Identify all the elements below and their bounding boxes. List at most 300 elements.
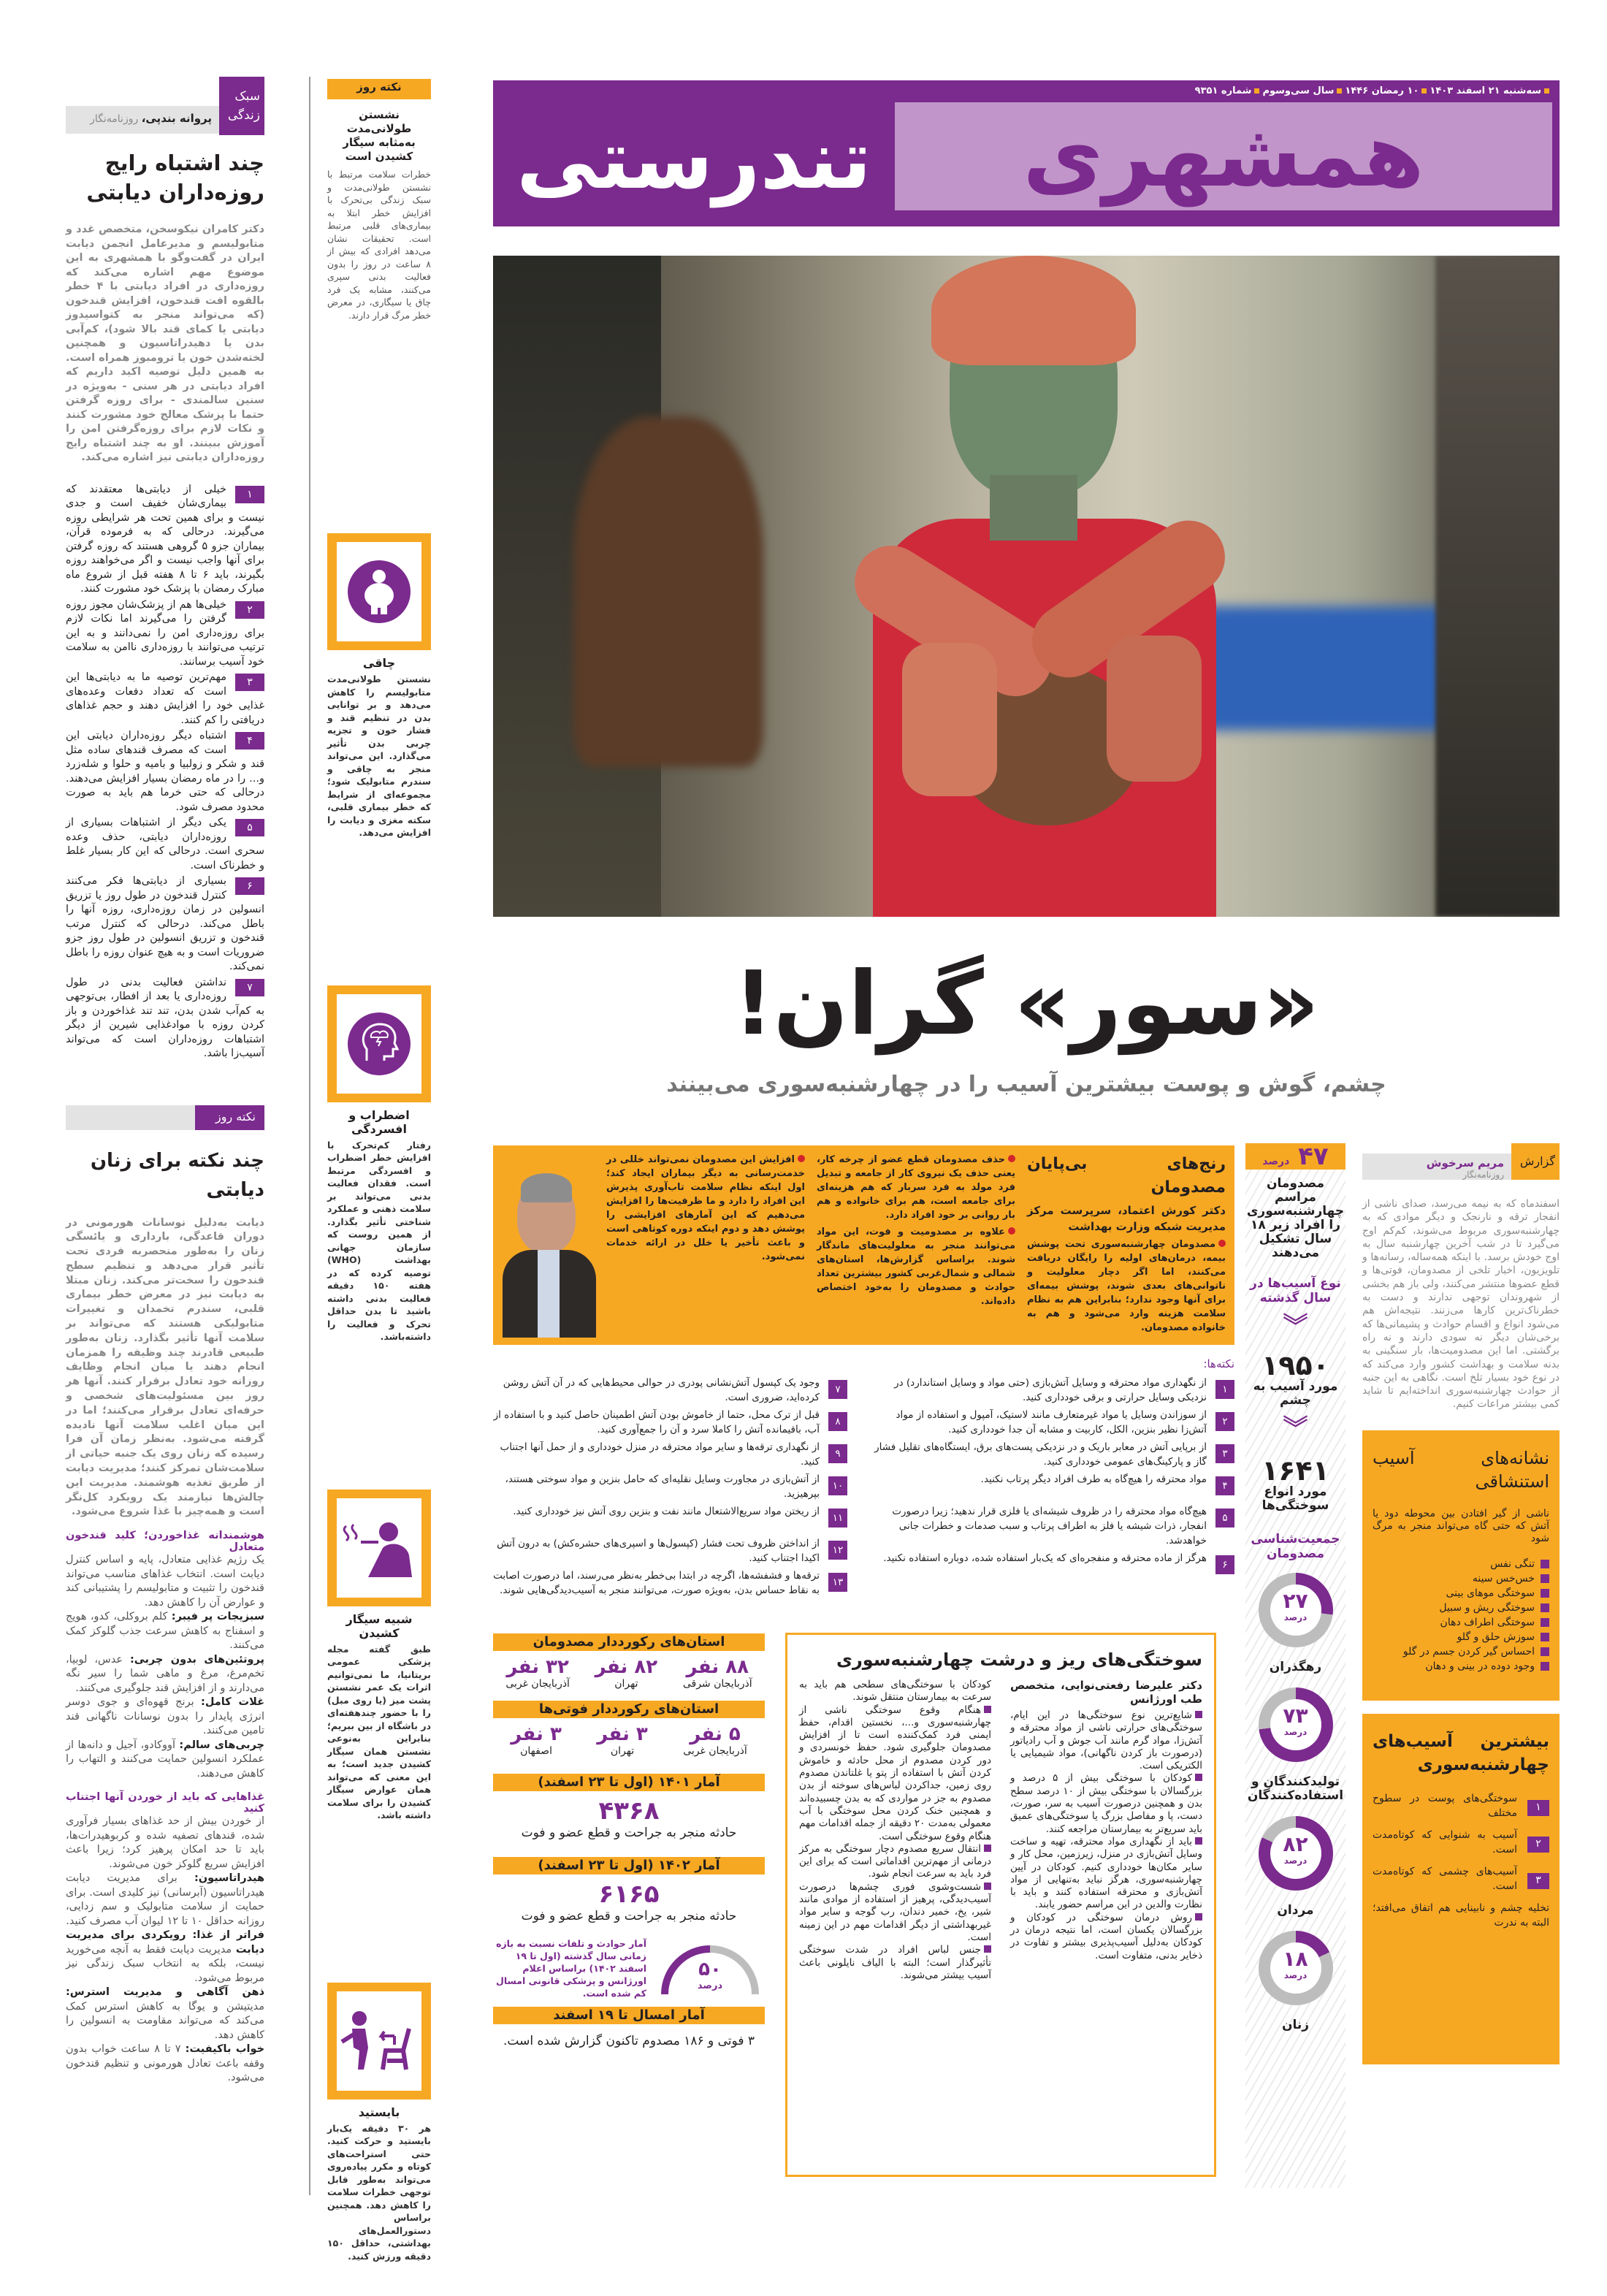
paragraph-text: آووکادو، آجیل و دانه‌ها از عملکرد انسولین حمایت می‌کنند و التهاب را کاهش می‌دهند. — [66, 1739, 264, 1780]
item-number: ۲ — [235, 601, 264, 619]
burns-paragraph — [799, 1843, 991, 1881]
tip-item — [869, 1440, 1234, 1469]
safety-tips — [493, 1357, 1234, 1601]
square-bullet-icon — [1541, 1603, 1549, 1612]
province-stat — [511, 1724, 562, 1758]
interview-box — [493, 1145, 1234, 1345]
donut-unit: درصد — [1283, 1612, 1308, 1622]
injured-row — [493, 1657, 765, 1690]
donut-value: ۷۳ — [1283, 1704, 1308, 1728]
under18-unit: درصد — [1262, 1156, 1290, 1167]
square-bullet-icon — [1195, 1774, 1202, 1781]
deaths-heading: استان‌های رکورددار فوتی‌ها — [493, 1701, 765, 1718]
tip-item-title: چاقی — [362, 656, 396, 670]
province-count: ۳ نفر — [597, 1723, 648, 1745]
section-paragraph — [66, 1815, 264, 1872]
tip-number: ۴ — [1215, 1476, 1234, 1495]
women-intro: دیابت به‌دلیل نوسانات هورمونی در دوران قاعدگی، بارداری و یائسگی زنان را به‌طور منحصربه فردی تحت تأثیر قرار می‌دهد و تنظیم سطح قندخون را سخت‌تر می‌کند. زنان مبتلا به دیابت نیز در معرض خطر بیماری قلبی، سندرم تخمدان و تغییرات متابولیکی هستند که می‌تواند بر سلامت آنها تأثیر بگذارد. زنان به‌طور طبیعی قادرند چند وظیفه را همزمان انجام دهند یا میان انجام وظایف روزانه خود تعادل برقرار کنند. آنها هر روز بین مسئولیت‌های شخصی و حرفه‌ای تعادل برقرار می‌کنند؛ اما در این میان اغلب سلامت آنها نادیده گرفته می‌شود. به‌نظر زمان آن فرا رسیده که زنان روی یک جنبه حیاتی از سلامت‌شان تمرکز کنند؛ مدیریت دیابت از طریق تغذیه هوشمند. مدیریت این چالش‌ها نیازمند یک رویکرد کل‌نگر است و همه‌چیز با غذا شروع می‌شود. — [66, 1216, 264, 1518]
interview-bullet: علاوه بر مصدومیت و فوت، این مواد می‌توانند منجر به معلولیت‌های ماندگار شوند. براساس گزارش‌ها، استان‌های شمالی و شمال‌غربی کشور بیشترین تعداد حوادث و مصدومان را به‌خود اختصاص داده‌اند. — [817, 1227, 1015, 1307]
province-count: ۵ نفر — [690, 1723, 741, 1745]
donut-center — [1270, 1942, 1321, 1994]
top-injuries-box — [1362, 1714, 1560, 2064]
tip-item-text: طبق گفته مجله پزشکی عمومی بریتانیا، ما نمی‌توانیم اثرات یک عمر نشستن پشت میز (یا روی مبل) را با حضور چندهفته‌ای در باشگاه از بین ببریم؛ بنابراین به‌نوعی نشستن همان سیگار کشیدن جدید است؛ به این معنی که می‌تواند همان عوارض سیگار کشیدن را برای سلامت داشته باشد. — [327, 1643, 431, 1820]
square-bullet-icon — [1541, 1560, 1549, 1568]
province-stat — [597, 1724, 648, 1758]
burns-paragraph — [799, 1881, 991, 1944]
paragraph-text: مدیتیشن و یوگا به کاهش استرس کمک می‌کند که می‌تواند مقاومت به انسولین را کاهش دهد. — [66, 2000, 264, 2041]
rank-number: ۱ — [1527, 1800, 1549, 1816]
tip-item — [493, 1472, 847, 1501]
injury-types-heading: نوع آسیب‌ها در سال گذشته — [1250, 1276, 1341, 1305]
smoking-person-icon — [337, 1498, 421, 1598]
item-text: نداشتن فعالیت بدنی در طول روزه‌داری یا بعد از افطار، بی‌توجهی به کم‌آب شدن بدن، تند تند غذاخوردن و باز کردن روزه با موادغذایی شیرین از دیگر اشتباهات روزه‌داران است که می‌تواند آسیب‌زا باشد. — [66, 976, 264, 1059]
tip-item — [327, 1490, 431, 1822]
decrease-gauge-block — [493, 1937, 765, 1999]
section-logo: تندرستی — [516, 112, 872, 207]
diabetes-fasting-article — [66, 77, 264, 2086]
section-paragraph — [66, 2043, 264, 2086]
interview-subtitle: دکتر کورش اعتماد، سرپرست مرکز مدیریت شبکه وزارت بهداشت — [1027, 1204, 1226, 1233]
item-text: مهم‌ترین توصیه ما به دیابتی‌ها این است که تعداد دفعات وعده‌های غذایی خود را افزایش دهند و حجم غذاهای دریافتی را کم کنند. — [66, 671, 264, 726]
paragraph-text: ۷ تا ۸ ساعت خواب بدون وقفه باعث تعادل هورمونی و تنظیم قندخون می‌شود. — [66, 2043, 264, 2084]
under18-percent — [1245, 1143, 1345, 1170]
symptom-text: وجود دوده در بینی و دهان — [1425, 1660, 1535, 1672]
section-paragraph — [66, 1739, 264, 1782]
paragraph-text: برای مدیریت دیابت هیدراتاسیون (آبرسانی) نیز کلیدی است. برای حمایت از سلامت متابولیک و سم زدایی، روزانه حداقل ۱۰ تا ۱۲ لیوان آب مصرف کنید. — [66, 1872, 264, 1927]
tip-text: از نگهداری ترقه‌ها و سایر مواد محترقه در منزل خودداری و از حمل آنها اجتناب کنید. — [500, 1441, 820, 1468]
square-bullet-icon — [984, 1945, 991, 1953]
smoking-person-icon-frame — [327, 1490, 431, 1606]
symptom-text: خس‌خس سینه — [1472, 1572, 1535, 1584]
symptom-text: تنگی نفس — [1490, 1557, 1535, 1570]
paragraph-text: برنج قهوه‌ای و جوی دوسر انرژی پایدار را بدون نوسانات ناگهانی قند تامین می‌کنند. — [66, 1696, 264, 1737]
symptom-item — [1373, 1557, 1549, 1571]
anxiety-head-icon-frame — [327, 985, 431, 1102]
paragraph-lead: ذهن آگاهی و مدیریت استرس: — [66, 1986, 264, 1999]
symptom-item — [1373, 1571, 1549, 1586]
anxiety-head-icon — [337, 994, 421, 1094]
square-bullet-icon — [1541, 1574, 1549, 1583]
item-number: ۷ — [235, 979, 264, 996]
report-author-role: روزنامه‌نگار — [1462, 1170, 1504, 1180]
article-intro: دکتر کامران نیکوسخن، متخصص غدد و متابولیسم و مدیرعامل انجمن دیابت ایران در گفت‌وگو با همشهری به این موضوع مهم اشاره می‌کند که روزه‌داری در افراد دیابتی با ۴ خطر بالقوه افت قندخون، افزایش قندخون (که می‌تواند منجر به کتواسیدوز دیابتی یا کمای قند بالا شود)، کم‌آبی بدن یا دهیدراتاسیون و همچنین لخته‌شدن خون یا ترومبوز همراه است. به همین دلیل توصیه اکید داریم که افراد دیابتی در هر سنی - به‌ویژه در سنین سالمندی - برای روزه گرفتن حتما با پزشک معالج خود مشورت کنند و نکات لازم برای روزه‌گرفتن امن را آموزش ببینند. او به چند اشتباه رایج روزه‌داران دیابتی نیز اشاره می‌کند. — [66, 224, 264, 463]
tip-number: ۳ — [1215, 1444, 1234, 1463]
burns-paragraph — [799, 1704, 991, 1843]
tip-number: ۵ — [1215, 1509, 1234, 1528]
rank-text: آسیب‌های چشمی که کوتاه‌مدت است. — [1373, 1865, 1517, 1892]
tip-text: از ریختن مواد سریع‌الاشتعال مانند نفت و بنزین روی آتش نیز خودداری کنید. — [513, 1506, 820, 1517]
rank-text: سوختگی‌های پوست در سطوح مختلف — [1373, 1792, 1517, 1819]
province-count: ۸۸ نفر — [686, 1656, 749, 1678]
paragraph-lead: فراتر از غذا: رویکردی برای مدیریت دیابت — [66, 1929, 264, 1956]
burns-col-1 — [1010, 1679, 1202, 1982]
tip-number: ۸ — [828, 1412, 847, 1431]
symptom-item — [1373, 1601, 1549, 1615]
symptom-text: احساس گیر کردن جسم در گلو — [1402, 1645, 1535, 1658]
stats-column — [1245, 1143, 1345, 2188]
section-paragraph — [66, 1653, 264, 1696]
gauge-unit: درصد — [697, 1980, 723, 1991]
item-number: ۵ — [235, 819, 264, 836]
mistake-item — [66, 729, 264, 815]
province-count: ۳۲ نفر — [506, 1656, 569, 1678]
tip-number: ۲ — [1215, 1412, 1234, 1431]
item-text: خیلی‌ها هم از پزشک‌شان مجوز روزه گرفتن را می‌گیرند اما نکات لازم برای روزه‌داری امن را نمی‌دانند و به این ترتیب می‌توانند با روزه‌داری ناامن به سلامت خود آسیب برسانند. — [66, 598, 264, 668]
section-paragraph — [66, 1872, 264, 1929]
tip-text: از آتش‌بازی در مجاورت وسایل نقلیه‌ای که حامل بنزین و مواد سوختی هستند، بپرهیزید. — [505, 1473, 820, 1500]
masthead — [493, 80, 1560, 226]
rank-number: ۳ — [1527, 1873, 1549, 1889]
tip-item — [327, 533, 431, 839]
burns-paragraph — [1010, 1912, 1202, 1962]
author-role: روزنامه‌نگار — [90, 113, 139, 125]
under18-value: ۴۷ — [1298, 1142, 1329, 1171]
square-bullet-icon — [984, 1845, 991, 1852]
donut-chart — [1259, 1573, 1333, 1647]
paragraph-text: از خوردن بیش از حد غذاهای بسیار فرآوری شده، قندهای تصفیه شده و کربوهیدرات‌ها، باید تا حد امکان پرهیز کرد؛ زیرا باعث افزایش سریع گلوکز خون می‌شوند. — [66, 1815, 264, 1870]
square-bullet-icon — [1541, 1618, 1549, 1627]
date-segment: ۱۰ رمضان ۱۴۴۶ — [1345, 85, 1419, 96]
burns-lead: کودکان با سوختگی‌های سطحی هم باید به سرعت به بیمارستان منتقل شوند. — [799, 1679, 991, 1704]
donut-label: رهگذران — [1269, 1660, 1322, 1674]
donut-value: ۸۲ — [1283, 1832, 1308, 1856]
this-year-text: ۳ فوتی و ۱۸۶ مصدوم تاکنون گزارش شده است. — [503, 2034, 755, 2048]
chevron-down-icon: ︾ — [1283, 1414, 1308, 1443]
mistake-item — [66, 598, 264, 670]
stats-1401-value: ۴۳۶۸ — [598, 1796, 660, 1826]
respiratory-box-title: نشانه‌های آسیب استنشاقی — [1373, 1447, 1549, 1492]
tip-tag: نکته روز — [195, 1105, 264, 1130]
tip-item — [869, 1376, 1234, 1405]
tip-item — [493, 1408, 847, 1437]
square-bullet-icon — [1195, 1913, 1202, 1921]
burns-paragraph — [1010, 1772, 1202, 1835]
item-number: ۶ — [235, 877, 264, 895]
report-author: مریم سرخوش — [1426, 1156, 1504, 1170]
author-name: پروانه بندپی، — [141, 112, 212, 125]
decrease-gauge — [655, 1940, 765, 1998]
square-bullet-icon — [1195, 1711, 1202, 1718]
paragraph-lead: خواب باکیفیت: — [185, 2043, 265, 2056]
rank-number: ۲ — [1527, 1837, 1549, 1853]
top-injury-item — [1373, 1828, 1549, 1857]
obesity-icon-frame — [327, 533, 431, 650]
tip-text: وجود یک کپسول آتش‌نشانی پودری در حوالی محیط‌هایی که در آن آتش روشن کرده‌اید، ضروری است. — [503, 1377, 820, 1403]
interview-col-1 — [1027, 1153, 1226, 1338]
donut-value: ۲۷ — [1283, 1589, 1308, 1613]
paragraph-lead: غلات کامل: — [201, 1696, 264, 1709]
tip-item — [869, 1408, 1234, 1437]
item-text: خیلی از دیابتی‌ها معتقدند که بیماری‌شان خفیف است و جدی نیست و برای همین تحت هر شرایطی روزه می‌گیرند. درحالی که به فرموده قرآن، بیماران جزو ۵ گروهی هستند که روزه گرفتن برای آنها واجب نیست و اگر می‌خواهند روزه بگیرند، باید ۶ تا ۸ هفته قبل از شروع ماه مبارک رمضان با پزشک خود مشورت کنند. — [66, 483, 264, 595]
interview-bullet: حذف مصدومان قطع عضو از چرخه کار، یعنی حذف یک نیروی کار از جامعه و تبدیل فرد مولد به فرد سربار که هم هزینه‌ای برای جامعه است، هم برای خانواده و هم بار روانی بر خود افراد دارد. — [817, 1154, 1015, 1221]
donut-value: ۱۸ — [1283, 1947, 1308, 1971]
mistake-item — [66, 976, 264, 1061]
province-stats — [493, 1623, 765, 2049]
report-tag: گزارش — [1511, 1143, 1560, 1180]
report-column — [1362, 1143, 1560, 2064]
stand-up-from-chair-icon — [337, 1991, 421, 2091]
paragraph-lead: چربی‌های سالم: — [179, 1739, 264, 1751]
square-bullet-icon — [984, 1706, 991, 1713]
stats-1402-label: حادثه منجر به جراحت و قطع عضو و فوت — [521, 1909, 737, 1923]
tip-text: از انداختن ظروف تحت فشار (کپسول‌ها و اسپری‌های حشره‌کش) به درون آتش اکیدا اجتناب کنید. — [497, 1538, 820, 1564]
stats-1401-label: حادثه منجر به جراحت و قطع عضو و فوت — [521, 1826, 737, 1840]
symptom-item — [1373, 1586, 1549, 1601]
tip-items — [327, 533, 431, 2262]
eye-injury-label: مورد آسیب به چشم — [1253, 1379, 1338, 1408]
stats-1402-heading: آمار ۱۴۰۲ (اول تا ۲۳ اسفند) — [493, 1857, 765, 1874]
province-stat — [595, 1657, 657, 1690]
donut-label: زنان — [1281, 2018, 1310, 2032]
women-title: چند نکته برای زنان دیابتی — [90, 1149, 264, 1201]
tip-item-title: بایستید — [358, 2105, 400, 2119]
donut-unit: درصد — [1283, 1970, 1308, 1980]
paragraph-lead: پروتئین‌های بدون چربی: — [130, 1653, 264, 1666]
symptom-item — [1373, 1630, 1549, 1644]
women-sections — [66, 1530, 264, 2086]
symptom-text: سوختگی موهای بینی — [1446, 1587, 1535, 1599]
province-name: آذربایجان شرقی — [682, 1678, 752, 1690]
interview-bullet: مصدومان چهارشنبه‌سوری تحت پوشش بیمه، درمان‌های اولیه را رایگان دریافت می‌کنند، اما اگر دچار معلولیت و ناتوانی‌های بعدی شوند، پوشش بیمه‌ای برای آنها وجود ندارد؛ بنابراین هم به نظام سلامت هزینه وارد می‌شود و هم به خانواده مصدومان. — [1027, 1239, 1226, 1333]
symptom-list — [1373, 1557, 1549, 1674]
tip-item-text: نشستن طولانی‌مدت متابولیسم را کاهش می‌دهد و بر توانایی بدن در تنظیم قند و فشار خون و تجزیه چربی بدن تأثیر می‌گذارد. این می‌تواند منجر به چاقی و سندرم متابولیک شود؛ مجموعه‌ای از شرایط که خطر بیماری قلبی، سکته مغزی و دیابت را افزایش می‌دهد. — [327, 674, 431, 838]
tip-item — [493, 1440, 847, 1469]
burns-paragraph — [1010, 1836, 1202, 1912]
tip-item — [493, 1504, 847, 1533]
under18-label: مصدومان مراسم چهارشنبه‌سوری را افراد زیر ۱۸ سال تشکیل می‌دهند — [1246, 1176, 1345, 1260]
section-heading: غذاهایی که باید از خوردن آنها اجتناب کنید — [66, 1791, 264, 1815]
burns-text: انتقال سریع مصدوم دچار سوختگی به مرکز درمانی از مهم‌ترین اقداماتی است که برای این فرد باید به سرعت انجام شود. — [799, 1842, 991, 1880]
item-text: یکی دیگر از اشتباهات بسیاری از روزه‌داران دیابتی، حذف وعده سحری است. درحالی که این کار بسیار غلط و خطرناک است. — [66, 817, 264, 872]
tip-number: ۱ — [1215, 1380, 1234, 1399]
donut-label: تولیدکنندگان و استفاده‌کنندگان — [1247, 1774, 1344, 1803]
square-bullet-icon — [984, 1883, 991, 1890]
stats-1401-heading: آمار ۱۴۰۱ (اول تا ۲۳ اسفند) — [493, 1774, 765, 1791]
burns-title: سوختگی‌های ریز و درشت چهارشنبه‌سوری — [836, 1649, 1202, 1670]
province-stat — [505, 1657, 570, 1690]
report-tag-bar — [1362, 1143, 1560, 1180]
interview-bullet: افزایش این مصدومان نمی‌تواند خللی در خدمت‌رسانی به دیگر بیماران ایجاد کند؛ اول اینکه نظام سلامت تاب‌آوری پذیرش این افراد را دارد و ما ظرفیت‌ها را افزایش می‌دهیم که این آمارهای افزایشی را پوشش دهد و دوم اینکه دوره کوتاهی است و باعث تأخیر یا خلل در ارائه خدمات نمی‌شود. — [606, 1154, 805, 1262]
donut-chart — [1259, 1816, 1333, 1891]
interview-col-3 — [606, 1153, 805, 1267]
tip-item — [327, 985, 431, 1343]
symptom-item — [1373, 1615, 1549, 1630]
paragraph-text: مدیریت دیابت فقط به آنچه می‌خورید نیست، بلکه به انتخاب سبک زندگی نیز مربوط می‌شود. — [66, 1943, 264, 1984]
donut-label: مردان — [1277, 1903, 1314, 1918]
tip-item-title: اضطراب و افسردگی — [348, 1107, 410, 1136]
date-segment: شماره ۹۳۵۱ — [1194, 85, 1252, 96]
deaths-row — [493, 1724, 765, 1758]
symptom-text: سوختگی ریش و سبیل — [1439, 1601, 1535, 1614]
dateline — [1195, 85, 1552, 98]
separator-square-icon — [1254, 88, 1259, 94]
rank-text: آسیب به شنوایی که کوتاه‌مدت است. — [1373, 1828, 1517, 1856]
interview-col-2 — [817, 1153, 1015, 1311]
tip-text: از نگهداری مواد محترقه و وسایل آتش‌بازی (حتی مواد و وسایل استاندارد) در نزدیکی وسایل حرارتی و برقی خودداری کنید. — [894, 1377, 1207, 1403]
tip-item — [493, 1536, 847, 1565]
tip-item — [327, 1983, 431, 2263]
tip-item — [493, 1376, 847, 1405]
bullet-icon — [1008, 1155, 1015, 1162]
respiratory-injury-box — [1362, 1430, 1560, 1701]
item-number: ۴ — [235, 732, 264, 750]
section-paragraph — [66, 1929, 264, 1986]
demographics-heading: جمعیت‌شناسی مصدومان — [1251, 1532, 1340, 1561]
province-stat — [683, 1657, 752, 1690]
burns-paragraph — [799, 1944, 991, 1982]
tip-tag-bar — [66, 1105, 264, 1130]
injured-heading: استان‌های رکورددار مصدومان — [493, 1633, 765, 1651]
tip-item — [869, 1551, 1234, 1580]
tip-number: ۱۰ — [828, 1476, 847, 1495]
mistake-item — [66, 816, 264, 873]
donut-center — [1270, 1699, 1321, 1750]
symptom-text: سوزش حلق و گلو — [1457, 1631, 1535, 1643]
main-headline: «سور» گران! — [733, 953, 1319, 1055]
province-count: ۸۲ نفر — [595, 1656, 658, 1678]
square-bullet-icon — [1541, 1633, 1549, 1641]
burns-text: هنگام وقوع سوختگی ناشی از چهارشنبه‌سوری و...، نخستین اقدام، حفظ ایمنی فرد کمک‌کننده است تا از افزایش مصدومان جلوگیری شود. حفظ خونسردی و دور کردن مصدوم از محل حادثه و خاموش کردن آتش با استفاده از پتو یا غلتاندن مصدوم روی زمین، جداکردن لباس‌های سوخته از بدن مصدوم به جز در مواردی که به بدن چسبیده‌اند و همچنین خنک کردن محل سوختگی با آب معمولی به‌مدت ۲۰ دقیقه از جمله اقدامات مهم هنگام وقوع سوختگی است. — [799, 1704, 991, 1842]
separator-square-icon — [1421, 88, 1427, 94]
symptom-text: سوختگی اطراف دهان — [1440, 1616, 1535, 1628]
sitting-tip-column — [327, 79, 431, 2262]
tip-tag: نکته روز — [327, 79, 431, 99]
section-paragraph — [66, 1986, 264, 2043]
tip-number: ۱۲ — [828, 1541, 847, 1560]
burns-expert: دکتر علیرضا رفعتی‌نوایی، متخصص طب اورژانس — [1010, 1679, 1202, 1706]
province-name: تهران — [614, 1678, 638, 1690]
top-injuries-title: بیشترین آسیب‌های چهارشنبه‌سوری — [1373, 1731, 1549, 1774]
paragraph-lead: هیدراتاسیون: — [194, 1872, 264, 1885]
symptom-item — [1373, 1659, 1549, 1674]
burns-paragraph — [1010, 1709, 1202, 1772]
tip-text: هرگز از ماده محترقه و منفجره‌ای که یک‌بار استفاده شده، دوباره استفاده نکنید. — [883, 1552, 1207, 1564]
tip-item — [493, 1568, 847, 1598]
burns-text: باید از نگهداری مواد محترقه، تهیه و ساخت وسایل آتش‌بازی در منزل، زیرزمین، محل کار و سایر مکان‌ها خودداری کنیم. کودکان در آیین چهارشنبه‌سوری، هرگز نباید به‌تنهایی از مواد آتش‌بازی و محترقه استفاده کنند و باید با نظارت والدین در این مراسم حضور یابند. — [1010, 1835, 1202, 1911]
paragraph-lead: سبزیجات پر فیبر: — [171, 1611, 264, 1623]
burns-box — [785, 1633, 1216, 2177]
stats-1402-value: ۶۱۶۵ — [598, 1880, 660, 1909]
separator-square-icon — [1337, 88, 1342, 94]
province-name: آذربایجان غربی — [683, 1745, 747, 1757]
burns-col-2 — [799, 1679, 991, 1982]
article-title: چند اشتباه رایج روزه‌داران دیابتی — [86, 150, 264, 205]
section-paragraph — [66, 1553, 264, 1610]
mistake-item — [66, 671, 264, 728]
interview-title: رنج‌های بی‌پایان مصدومان — [1027, 1155, 1226, 1197]
tip-item — [869, 1504, 1234, 1548]
section-heading: هوشمندانه غذاخوردن؛ کلید قندخون متعادل — [66, 1530, 264, 1554]
lead-photo-injured-boy — [493, 256, 1560, 917]
tip-text: قبل از ترک محل، حتما از خاموش بودن آتش اطمینان حاصل کنید و با استفاده از آب، باقیمانده آتش را کاملا سرد و آن را جمع‌آوری کنید. — [493, 1409, 820, 1435]
donut-chart — [1259, 1931, 1333, 2005]
expert-portrait — [503, 1166, 598, 1338]
mistake-item — [66, 874, 264, 975]
burns-text: روش درمان سوختگی در کودکان و بزرگسالان یکسان است، اما نتیجه درمان در کودکان به‌دلیل آسیب‌پذیری بیشتر و تفاوت در ذخایر بدنی، متفاوت است. — [1010, 1911, 1202, 1961]
tip-title: نشستن طولانی‌مدت به‌مثابه سیگار کشیدن است — [343, 108, 416, 163]
byline — [66, 106, 219, 134]
square-bullet-icon — [1541, 1662, 1549, 1671]
burns-text: شست‌وشوی فوری چشم‌ها درصورت آسیب‌دیدگی، پرهیز از استفاده از موادی مانند شیر، یخ، خمیر دندان، رب گوجه و سایر مواد غیربهداشتی از دیگر اقدامات مهم در این زمینه است. — [799, 1880, 991, 1943]
burns-text: جنس لباس افراد در شدت سوختگی تأثیرگذار است؛ البته با الیاف نایلونی باعث آسیب بیشتر می‌شوند. — [799, 1944, 991, 1981]
bullet-icon — [1218, 1240, 1226, 1247]
donut-unit: درصد — [1283, 1727, 1308, 1737]
tip-item — [869, 1472, 1234, 1501]
province-name: تهران — [610, 1745, 635, 1757]
section-tag: سبک زندگی — [219, 77, 264, 135]
tip-text: از سوزاندن وسایل یا مواد غیرمتعارف مانند لاستیک، آمپول و استفاده از مواد آتش‌زا نظیر بنزین، الکل، کاربیت و مشابه آن جدا خودداری کنید. — [896, 1409, 1207, 1435]
tip-number: ۹ — [828, 1444, 847, 1463]
province-name: اصفهان — [520, 1745, 552, 1757]
bullet-icon — [1008, 1227, 1015, 1235]
donut-center — [1270, 1828, 1321, 1879]
donut-unit: درصد — [1283, 1856, 1308, 1866]
province-count: ۳ نفر — [511, 1723, 562, 1745]
tip-intro: خطرات سلامت مرتبط با نشستن طولانی‌مدت و سبک زندگی بی‌تحرک با افزایش خطر ابتلا به بیماری‌های قلبی مرتبط است. تحقیقات نشان می‌دهد افرادی که بیش از ۸ ساعت در روز را بدون فعالیت بدنی سپری می‌کنند، مشابه یک فرد چاق یا سیگاری، در معرض خطر مرگ قرار دارند. — [327, 169, 431, 321]
square-bullet-icon — [1195, 1837, 1202, 1845]
tip-text: مواد محترقه را هیچ‌گاه به طرف افراد دیگر پرتاب نکنید. — [980, 1473, 1207, 1485]
separator-square-icon — [1544, 88, 1549, 94]
report-intro: اسفندماه که به نیمه می‌رسد، صدای ناشی از انفجار ترقه و نارنجک و دیگر موادی که به چهارشنبه‌سوری مربوط می‌شوند، کم‌کم اوج می‌گیرد تا در شب آخرین چهارشنبه سال به اوج خودش برسد. با اینکه همه‌ساله، رسانه‌ها و تلویزیون، اخبار تلخی از مصدومان، فوتی‌ها و قطع عضوها منتشر می‌کنند، ولی باز هم بخشی از شهروندان توجهی ندارند و دست به خطرناک‌ترین کارها می‌زنند. نتیجه‌اش هم می‌شود انواع و اقسام حوادث و پشیمانی‌ها که برخی‌شان دیگر نه سودی دارند و نه راه برگشتی. اما این مصدومیت‌ها، بار سنگینی به بدنه سلامت و بهداشت کشور وارد می‌کند که در نوع خود بسیار تلخ است. نگاهی به این جنبه از حوادث چهارشنبه‌سوری انداخته‌ایم تا شاید کمی بیشتر مراعات کنیم. — [1362, 1198, 1560, 1411]
tip-text: هیچ‌گاه مواد محترقه را در ظروف شیشه‌ای یا فلزی قرار ندهید؛ زیرا درصورت انفجار، ذرات شیشه یا فلز به اطراف پرتاب و سبب صدمات و خطرات جانی خواهدشد. — [892, 1506, 1207, 1546]
top-injuries-footnote: تخلیه چشم و نابینایی هم اتفاق می‌افتد؛ البته به ندرت — [1373, 1902, 1549, 1929]
tip-item-text: هر ۳۰ دقیقه یک‌بار بایستید و حرکت کنید. حتی استراحت‌های کوتاه و مکرر پیاده‌روی می‌تواند به‌طور قابل توجهی خطرات سلامت را کاهش دهد. همچنین براساس دستورالعمل‌های بهداشتی، حداقل ۱۵۰ دقیقه ورزش کنید. — [327, 2122, 432, 2262]
tip-number: ۱۳ — [828, 1573, 847, 1592]
chevron-down-icon: ︾ — [1283, 1312, 1308, 1341]
this-year-heading: آمار امسال تا ۱۹ اسفند — [493, 2007, 765, 2024]
eye-injury-count: ۱۹۵۰ — [1261, 1349, 1329, 1381]
square-bullet-icon — [1541, 1647, 1549, 1656]
stand-up-from-chair-icon-frame — [327, 1983, 431, 2099]
paragraph-text: عدس، لوبیا، تخم‌مرغ، مرغ و ماهی شما را سیر نگه می‌دارند و از افزایش قند جلوگیری می‌کنند. — [66, 1653, 264, 1694]
donut-center — [1270, 1584, 1321, 1636]
mistakes-list — [66, 483, 264, 1061]
tip-number: ۱۱ — [828, 1509, 847, 1528]
burn-count: ۱۶۴۱ — [1261, 1454, 1329, 1487]
obesity-icon — [337, 542, 421, 641]
donut-chart — [1259, 1687, 1333, 1762]
tip-number: ۶ — [1215, 1555, 1234, 1574]
top-injury-item — [1373, 1791, 1549, 1820]
tips-list-1-6 — [869, 1376, 1234, 1580]
section-paragraph — [66, 1610, 264, 1653]
tip-item-title: شبیه سیگار کشیدن — [346, 1612, 413, 1640]
tips-col-right — [869, 1357, 1234, 1583]
newspaper-logo: همشهری — [895, 102, 1552, 210]
bullet-icon — [798, 1155, 805, 1162]
tip-item-text: رفتار کم‌تحرک با افزایش خطر اضطراب و افسردگی مرتبط است. فقدان فعالیت بدنی می‌تواند بر سلامت ذهنی و عملکرد شناختی تأثیر بگذارد. از همین روست که سازمان جهانی بهداشت (WHO) توصیه کرده که در هفته ۱۵۰ دقیقه فعالیت بدنی داشته باشید تا بدن حداقل تحرک و فعالیت را داشته‌باشد. — [327, 1139, 431, 1342]
symptom-item — [1373, 1644, 1549, 1659]
top-injuries-list — [1373, 1791, 1549, 1893]
province-name: آذربایجان غربی — [505, 1678, 570, 1690]
gauge-value: ۵۰ — [698, 1958, 722, 1980]
tip-text: از برپایی آتش در معابر باریک و در نزدیکی پست‌های برق، ایستگاه‌های تقلیل فشار گاز و پارکینگ‌های عمومی خودداری کنید. — [874, 1441, 1207, 1468]
item-number: ۳ — [235, 674, 264, 691]
item-text: بسیاری از دیابتی‌ها فکر می‌کنند کنترل قندخون در طول روز یا تزریق انسولین در زمان روزه‌داری، روزه آنها را باطل می‌کند. درحالی که کنترل مرتب قندخون و تزریق انسولین در طول روز جزو ضروریات است و به هیچ عنوان روزه را باطل نمی‌کند. — [66, 875, 264, 972]
date-segment: سه‌شنبه ۲۱ اسفند ۱۴۰۳ — [1429, 85, 1541, 96]
item-number: ۱ — [235, 486, 264, 503]
tip-number: ۷ — [828, 1380, 847, 1399]
burns-text: کودکان با سوختگی بیش از ۵ درصد و بزرگسالان با سوختگی بیش از ۱۰ درصد سطح بدن و همچنین درصورت آسیب به سر، صورت، دست، پا و مفاصل بزرگ یا سوختگی‌های عمیق باید سریع‌تر به بیمارستان مراجعه کنند. — [1010, 1772, 1202, 1835]
tips-list-7-13 — [493, 1357, 847, 1601]
item-text: اشتباه دیگر روزه‌داران دیابتی این است که مصرف قندهای ساده مثل قند و شکر و زولبیا و بامیه و حلوا و شله‌زرد و... را در ماه رمضان بسیار افزایش می‌دهند. درحالی که حتی خرما هم باید به صورت محدود مصرف شود. — [66, 730, 264, 813]
section-paragraph — [66, 1696, 264, 1739]
province-stat — [683, 1724, 747, 1758]
article-tag-bar — [66, 77, 264, 135]
paragraph-text: کلم بروکلی، کدو، هویج و اسفناج به کاهش سرعت جذب گلوکز کمک می‌کنند. — [66, 1611, 264, 1652]
subheadline: چشم، گوش و پوست بیشترین آسیب را در چهارشنبه‌سوری می‌بینند — [666, 1072, 1386, 1097]
burns-text: شایع‌ترین نوع سوختگی‌ها در این ایام، سوختگی‌های حرارتی ناشی از مواد محترقه و آتش‌زا، مواد گرم مانند آب جوش و آب رادیاتور (درصورت باز کردن ناگهانی)، مواد شیمیایی یا الکتریکی است. — [1010, 1709, 1202, 1772]
